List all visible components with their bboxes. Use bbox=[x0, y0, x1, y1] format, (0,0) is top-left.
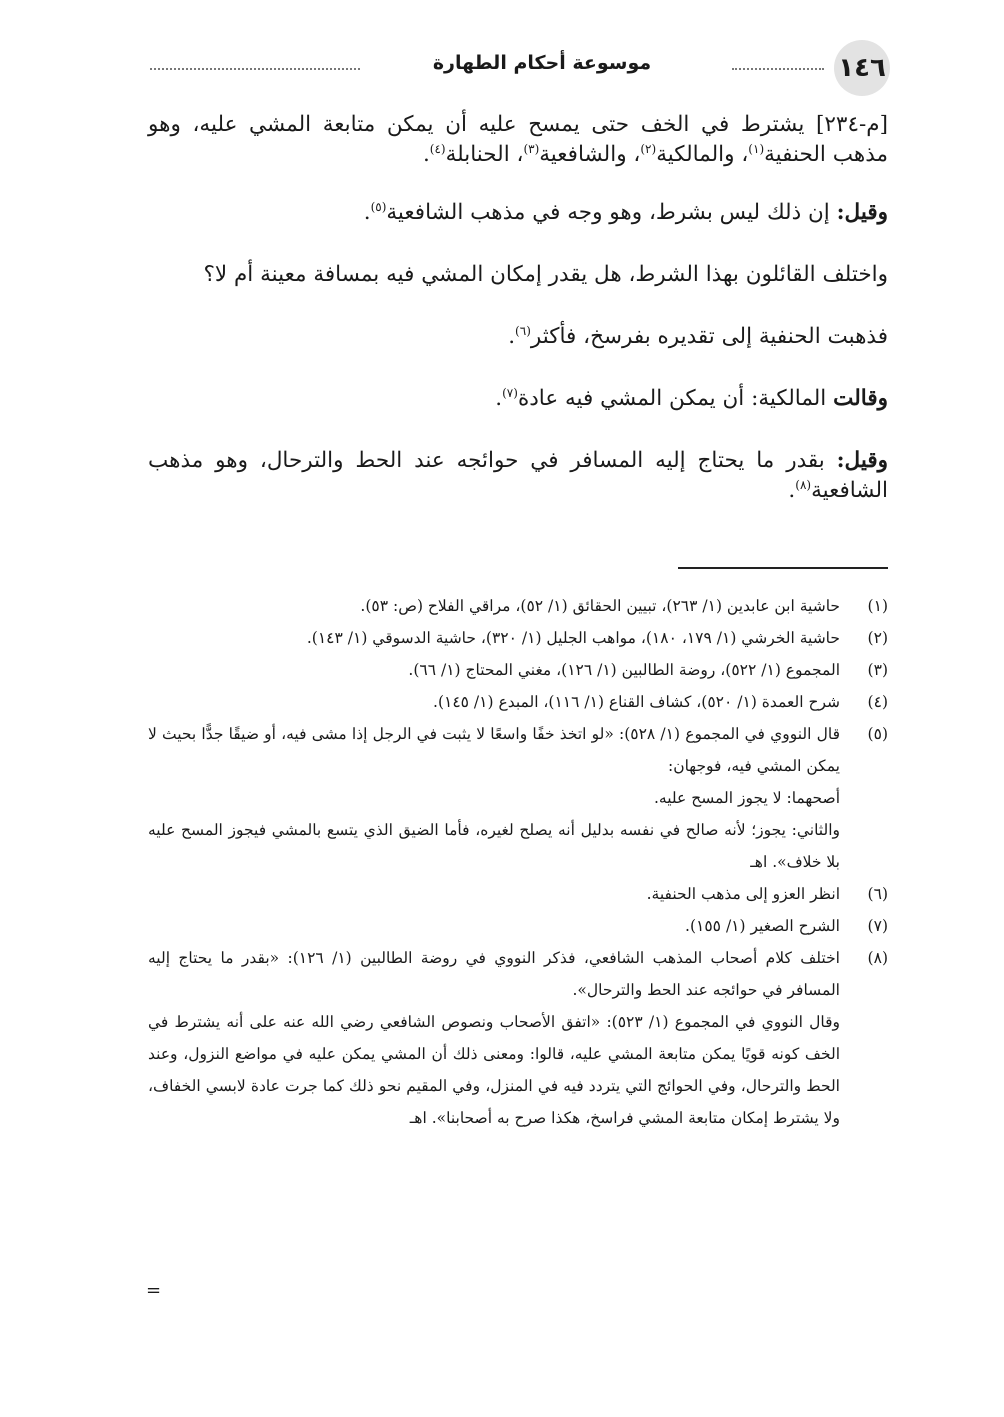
continuation-mark: = bbox=[146, 1280, 162, 1301]
footnote-5: (٥) قال النووي في المجموع (١/ ٥٢٨): «لو اتخذ خفًا واسعًا لا يثبت في الرجل إذا مشى فيه، أو ضيقًا جدًّا بحيث لا يمكن المشي فيه، فوجهان: أصحهما: لا يجوز المسح عليه. والثاني: يجوز؛ لأنه صالح في نفسه بدليل أنه يصلح لغيره، فأما الضيق الذي يتسع بالمشي فيجوز المسح عليه بلا خلاف». اهـ bbox=[148, 725, 888, 871]
paragraph-1: [م-٢٣٤] يشترط في الخف حتى يمسح عليه أن يمكن متابعة المشي عليه، وهو مذهب الحنفية$^{(١)}$، والمالكية$^{(٢)}$، والشافعية$^{(٣)}$، الحنابلة$^{(٤)}$. bbox=[148, 112, 888, 167]
footnote-ref-1: (١) bbox=[748, 141, 765, 156]
footnote-ref-7: (٧) bbox=[502, 385, 518, 400]
footnote-ref-2: (٢) bbox=[640, 141, 657, 156]
footnote-ref-6: (٦) bbox=[515, 323, 531, 338]
footnote-separator bbox=[678, 567, 888, 569]
paragraph-5: وقالت المالكية: أن يمكن المشي فيه عادة$^{(٧)}$. bbox=[495, 385, 888, 411]
header-dots-right bbox=[732, 68, 824, 70]
main-text bbox=[148, 110, 888, 538]
page-number: ١٤٦ bbox=[834, 40, 890, 96]
footnote-6: (٦) انظر العزو إلى مذهب الحنفية. bbox=[646, 885, 888, 903]
footnote-4: (٤) شرح العمدة (١/ ٥٢٠)، كشاف القناع (١/ ١١٦)، المبدع (١/ ١٤٥). bbox=[433, 693, 888, 711]
page-header bbox=[150, 40, 890, 98]
header-dots-left bbox=[150, 68, 360, 70]
footnote-ref-5: (٥) bbox=[370, 199, 387, 214]
paragraph-2: وقيل: إن ذلك ليس بشرط، وهو وجه في مذهب الشافعية$^{(٥)}$. bbox=[363, 199, 888, 225]
paragraph-6: وقيل: بقدر ما يحتاج إليه المسافر في حوائجه عند الحط والترحال، وهو مذهب الشافعية$^{(٨)}$. bbox=[148, 448, 888, 503]
footnote-ref-8: (٨) bbox=[795, 477, 812, 492]
footnote-8: (٨) اختلف كلام أصحاب المذهب الشافعي، فذكر النووي في روضة الطالبين (١/ ١٢٦): «بقدر ما يحتاج إليه المسافر في حوائجه عند الحط والترحال». وقال النووي في المجموع (١/ ٥٢٣): «اتفق الأصحاب ونصوص الشافعي رضي الله عنه على أنه يشترط في الخف كونه قويًا يمكن متابعة المشي عليه، قالوا: ومعنى ذلك أن المشي يمكن عليه في مواضع النزول، وعند الحط والترحال، وفي الحوائج التي يتردد فيه في المنزل، وفي المقيم نحو ذلك كما جرت عادة لابسي الخفاف، ولا يشترط إمكان متابعة المشي فراسخ، هكذا صرح به أصحابنا». اهـ bbox=[148, 949, 888, 1127]
footnote-7: (٧) الشرح الصغير (١/ ١٥٥). bbox=[685, 917, 888, 935]
footnote-ref-3: (٣) bbox=[523, 141, 540, 156]
paragraph-4: فذهبت الحنفية إلى تقديره بفرسخ، فأكثر$^{(٦)}$. bbox=[508, 323, 888, 349]
footnote-ref-4: (٤) bbox=[429, 141, 446, 156]
footnote-1: (١) حاشية ابن عابدين (١/ ٢٦٣)، تبيين الحقائق (١/ ٥٢)، مراقي الفلاح (ص: ٥٣). bbox=[360, 597, 888, 615]
footnotes bbox=[148, 590, 888, 1134]
paragraph-3: واختلف القائلون بهذا الشرط، هل يقدر إمكان المشي فيه بمسافة معينة أم لا؟ bbox=[203, 262, 888, 287]
footnote-3: (٣) المجموع (١/ ٥٢٢)، روضة الطالبين (١/ ١٢٦)، مغني المحتاج (١/ ٦٦). bbox=[408, 661, 888, 679]
footnote-2: (٢) حاشية الخرشي (١/ ١٧٩، ١٨٠)، مواهب الجليل (١/ ٣٢٠)، حاشية الدسوقي (١/ ١٤٣). bbox=[306, 629, 888, 647]
book-title: موسوعة أحكام الطهارة bbox=[432, 52, 652, 74]
